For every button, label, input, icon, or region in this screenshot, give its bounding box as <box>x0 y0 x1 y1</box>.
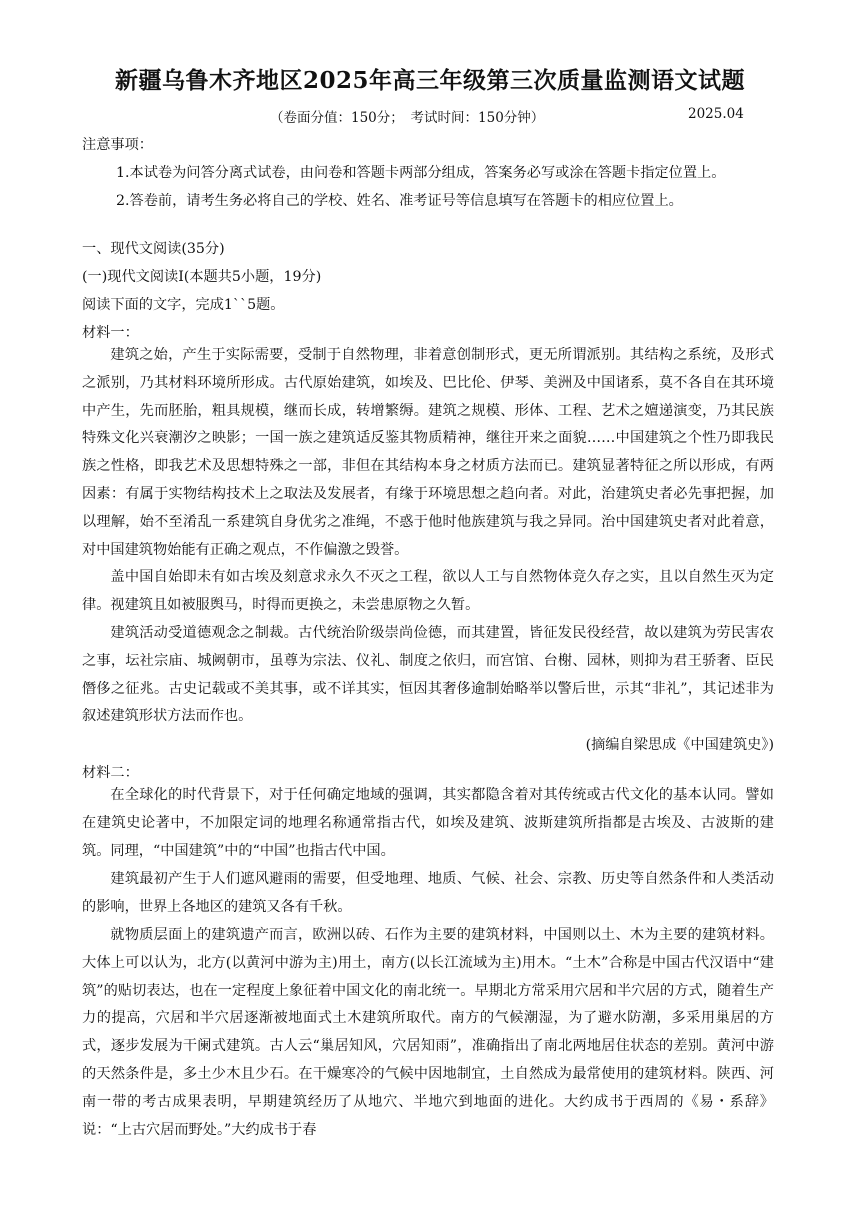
section-instruction: 阅读下面的文字，完成1``5题。 <box>82 297 285 313</box>
material2-paragraph-1: 在全球化的时代背景下，对于任何确定地域的强调，其实都隐含着对其传统或古代文化的基本认同。譬如在建筑史论著中，不加限定词的地理名称通常指古代，如埃及建筑、波斯建筑所指都是古埃及、古波斯的建筑。同理，“中国建筑”中的“中国”也指古代中国。 <box>82 787 774 859</box>
material2-paragraph-2: 建筑最初产生于人们遮风避雨的需要，但受地理、地质、气候、社会、宗教、历史等自然条件和人类活动的影响，世界上各地区的建筑又各有千秋。 <box>82 871 774 915</box>
material1-paragraph-1: 建筑之始，产生于实际需要，受制于自然物理，非着意创制形式，更无所谓派别。其结构之系统，及形式之派别，乃其材料环境所形成。古代原始建筑，如埃及、巴比伦、伊琴、美洲及中国诸系，莫不各自在其环境中产生，先而胚胎，粗具规模，继而长成，转增繁缛。建筑之规模、形体、工程、艺术之嬗递演变，乃其民族特殊文化兴衰潮汐之映影；一国一族之建筑适反鉴其物质精神，继往开来之面貌……中国建筑之个性乃即我民族之性格，即我艺术及思想特殊之一部，非但在其结构本身之材质方法而已。建筑显著特征之所以形成，有两因素：有属于实物结构技术上之取法及发展者，有缘于环境思想之趋向者。对此，治建筑史者必先事把握，加以理解，始不至淆乱一系建筑自身优劣之准绳，不惑于他时他族建筑与我之异同。治中国建筑史者对此着意，对中国建筑物始能有正确之观点，不作偏激之毁誉。 <box>82 347 774 558</box>
notice-item-2: 2.答卷前，请考生务必将自己的学校、姓名、准考证号等信息填写在答题卡的相应位置上。 <box>116 193 683 209</box>
notice-item-1: 1.本试卷为问答分离式试卷，由问卷和答题卡两部分组成，答案务必写或涂在答题卡指定位置上。 <box>116 165 726 181</box>
material1-source: (摘编自梁思成《中国建筑史》) <box>585 737 774 753</box>
exam-title: 新疆乌鲁木齐地区2025年高三年级第三次质量监测语文试题 <box>114 67 745 94</box>
section-title: 一、现代文阅读(35分) <box>82 241 225 257</box>
material1-paragraph-3: 建筑活动受道德观念之制裁。古代统治阶级崇尚俭德，而其建置，皆征发民役经营，故以建筑为劳民害农之事，坛社宗庙、城阙朝市，虽尊为宗法、仪礼、制度之依归，而宫馆、台榭、园林，则抑为君王骄奢、臣民僭侈之征兆。古史记载或不美其事，或不详其实，恒因其奢侈逾制始略举以警后世，示其“非礼”，其记述非为叙述建筑形状方法而作也。 <box>82 625 774 725</box>
material2-label: 材料二： <box>82 765 139 781</box>
section-subtitle: (一)现代文阅读Ⅰ(本题共5小题，19分) <box>82 269 322 285</box>
exam-date: 2025.04 <box>688 106 744 122</box>
exam-subtitle: （卷面分值：150分； 考试时间：150分钟） <box>270 110 545 126</box>
material2-paragraph-3: 就物质层面上的建筑遗产而言，欧洲以砖、石作为主要的建筑材料，中国则以土、木为主要的建筑材料。大体上可以认为，北方(以黄河中游为主)用土，南方(以长江流域为主)用木。“土木”合称是中国古代汉语中“建筑”的贴切表达，也在一定程度上象征着中国文化的南北统一。早期北方常采用穴居和半穴居的方式，随着生产力的提高，穴居和半穴居逐渐被地面式土木建筑所取代。南方的气候潮湿，为了避水防潮，多采用巢居的方式，逐步发展为干阑式建筑。古人云“巢居知风，穴居知雨”，准确指出了南北两地居住状态的差别。黄河中游的天然条件是，多土少木且少石。在干燥寒冷的气候中因地制宜，土自然成为最常使用的建筑材料。陕西、河南一带的考古成果表明，早期建筑经历了从地穴、半地穴到地面的进化。大约成书于西周的《易・系辞》说：“上古穴居而野处。”大约成书于春 <box>82 927 774 1138</box>
material1-paragraph-2: 盖中国自始即未有如古埃及刻意求永久不灭之工程，欲以人工与自然物体竞久存之实，且以自然生灭为定律。视建筑且如被服舆马，时得而更换之，未尝患原物之久暂。 <box>82 569 774 613</box>
material1-label: 材料一： <box>82 325 139 341</box>
notice-heading: 注意事项： <box>82 137 153 153</box>
